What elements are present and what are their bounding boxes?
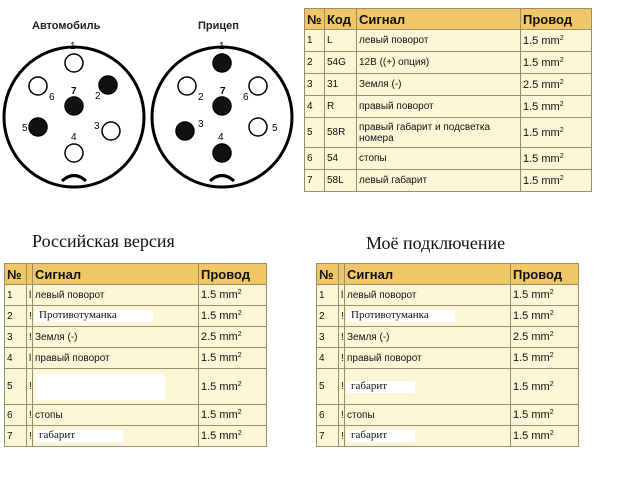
- pin-wire: 1.5 $mm^2$: [521, 30, 592, 52]
- pin-wire: 2.5 $mm^2$: [511, 327, 579, 348]
- pin-wire: 1.5 $mm^2$: [199, 426, 267, 447]
- pin-number: 4: [5, 348, 27, 369]
- pin-wire: 1.5 $mm^2$: [511, 369, 579, 405]
- pin-wire: 2.5 $mm^2$: [521, 74, 592, 96]
- trailer-pin-label-6: 6: [243, 92, 249, 103]
- pin-signal: [345, 306, 511, 327]
- pin-signal: правый поворот: [33, 348, 199, 369]
- col-header-signal: Сигнал: [357, 9, 521, 30]
- pin-number: 2: [5, 306, 27, 327]
- table-row: [5, 426, 267, 447]
- pin-number: 6: [5, 405, 27, 426]
- pin-wire: 1.5 $mm^2$: [511, 348, 579, 369]
- pin-code: 54G: [325, 52, 357, 74]
- pin-signal: Земля (-): [357, 74, 521, 96]
- table-row: [317, 285, 579, 306]
- pin-number: 1: [305, 30, 325, 52]
- car-pin-3: [102, 122, 120, 140]
- pin-wire: 1.5 $mm^2$: [199, 348, 267, 369]
- car-pin-label-5: 5: [22, 123, 28, 134]
- pin-wire: 1.5 $mm^2$: [521, 118, 592, 148]
- pin-signal: стопы: [33, 405, 199, 426]
- pin-code: !: [339, 348, 345, 369]
- pin-number: 2: [305, 52, 325, 74]
- edited-signal-label: габарит: [347, 430, 415, 442]
- table-row: [305, 96, 592, 118]
- table-row: [5, 348, 267, 369]
- table-row: [305, 148, 592, 170]
- pin-code: l: [27, 285, 33, 306]
- table-row: [317, 369, 579, 405]
- pin-number: 2: [317, 306, 339, 327]
- table-row: [5, 285, 267, 306]
- pin-wire: 1.5 $mm^2$: [199, 285, 267, 306]
- car-socket: [4, 41, 144, 187]
- car-pin-label-7: 7: [71, 86, 77, 97]
- pin-code: !: [339, 405, 345, 426]
- car-pin-label-2: 2: [95, 91, 101, 102]
- pin-code: !: [339, 327, 345, 348]
- col-header-signal: Сигнал: [345, 264, 511, 285]
- pin-signal: левый поворот: [345, 285, 511, 306]
- edited-signal-label: габарит: [35, 430, 123, 442]
- trailer-pin-label-3: 3: [198, 119, 204, 130]
- pin-number: 3: [305, 74, 325, 96]
- pin-wire: 1.5 $mm^2$: [511, 426, 579, 447]
- pin-number: 1: [317, 285, 339, 306]
- pin-signal: Земля (-): [345, 327, 511, 348]
- my-connection-table: [316, 263, 579, 447]
- table-row: [317, 327, 579, 348]
- table-row: [5, 405, 267, 426]
- my-connection-title: Моё подключение: [366, 233, 506, 253]
- pin-wire: 1.5 $mm^2$: [511, 405, 579, 426]
- trailer-pin-4: [213, 144, 231, 162]
- trailer-pin-7: [213, 97, 231, 115]
- pin-wire: 1.5 $mm^2$: [511, 306, 579, 327]
- trailer-pin-6: [249, 77, 267, 95]
- pin-code: !: [339, 369, 345, 405]
- pin-signal: стопы: [357, 148, 521, 170]
- connector-diagrams: [0, 30, 300, 200]
- trailer-pin-3: [176, 122, 194, 140]
- car-pin-label-6: 6: [49, 92, 55, 103]
- col-header-number: №: [5, 264, 27, 285]
- pin-wire: 1.5 $mm^2$: [199, 369, 267, 405]
- table-row: [317, 426, 579, 447]
- pin-code: 54: [325, 148, 357, 170]
- col-header-code: Код: [325, 9, 357, 30]
- trailer-pin-2: [178, 77, 196, 95]
- car-pin-label-4: 4: [71, 132, 77, 143]
- pin-signal: левый габарит: [357, 170, 521, 192]
- pin-signal: правый поворот: [345, 348, 511, 369]
- pin-wire: 1.5 $mm^2$: [521, 96, 592, 118]
- table-row: [305, 74, 592, 96]
- table-row: [317, 348, 579, 369]
- col-header-number: №: [317, 264, 339, 285]
- col-header-wire: Провод: [521, 9, 592, 30]
- table-row: [317, 405, 579, 426]
- pin-wire: 1.5 $mm^2$: [199, 405, 267, 426]
- table-row: [305, 118, 592, 148]
- pin-number: 7: [305, 170, 325, 192]
- blank-signal-mask: [35, 374, 165, 400]
- pin-number: 1: [5, 285, 27, 306]
- pin-code: l: [339, 285, 345, 306]
- table-header-row: [317, 264, 579, 285]
- pin-code: !: [27, 426, 33, 447]
- russian-version-title: Российская версия: [32, 231, 175, 251]
- pin-signal: [345, 426, 511, 447]
- trailer-pin-label-1: 1: [219, 41, 225, 52]
- trailer-pin-label-2: 2: [198, 92, 204, 103]
- pin-code: 31: [325, 74, 357, 96]
- pin-wire: 1.5 $mm^2$: [521, 52, 592, 74]
- pin-number: 5: [5, 369, 27, 405]
- pin-number: 3: [317, 327, 339, 348]
- pin-number: 4: [317, 348, 339, 369]
- pin-signal: [33, 306, 199, 327]
- pin-number: 6: [305, 148, 325, 170]
- table-row: [5, 327, 267, 348]
- car-pin-6: [29, 77, 47, 95]
- col-header-signal: Сигнал: [33, 264, 199, 285]
- pin-code: !: [27, 327, 33, 348]
- pin-code: !: [339, 306, 345, 327]
- pin-number: 6: [317, 405, 339, 426]
- pin-code: l: [27, 348, 33, 369]
- pin-number: 7: [317, 426, 339, 447]
- table-row: [317, 306, 579, 327]
- pin-wire: 1.5 $mm^2$: [511, 285, 579, 306]
- car-pin-label-3: 3: [94, 121, 100, 132]
- table-header-row: [305, 9, 592, 30]
- car-pin-4: [65, 144, 83, 162]
- trailer-pin-label-4: 4: [218, 132, 224, 143]
- trailer-connector-label: Прицеп: [198, 20, 239, 32]
- edited-signal-label: Противотуманка: [347, 310, 455, 322]
- trailer-pin-label-7: 7: [220, 86, 226, 97]
- pin-signal: правый поворот: [357, 96, 521, 118]
- pin-number: 7: [5, 426, 27, 447]
- car-pin-5: [29, 118, 47, 136]
- col-header-wire: Провод: [511, 264, 579, 285]
- pin-code: !: [339, 426, 345, 447]
- pin-code: !: [27, 369, 33, 405]
- pin-code: !: [27, 405, 33, 426]
- table-row: [5, 369, 267, 405]
- pin-number: 5: [305, 118, 325, 148]
- pin-signal: [33, 369, 199, 405]
- car-pin-1: [65, 54, 83, 72]
- car-pin-2: [99, 76, 117, 94]
- table-header-row: [5, 264, 267, 285]
- trailer-pin-label-5: 5: [272, 123, 278, 134]
- edited-signal-label: Противотуманка: [35, 310, 153, 322]
- car-pin-label-1: 1: [70, 41, 76, 52]
- pin-signal: стопы: [345, 405, 511, 426]
- table-row: [305, 170, 592, 192]
- pin-signal: 12В ((+) опция): [357, 52, 521, 74]
- pin-code: 58L: [325, 170, 357, 192]
- pin-code: 58R: [325, 118, 357, 148]
- pin-wire: 1.5 $mm^2$: [521, 170, 592, 192]
- pin-signal: левый поворот: [357, 30, 521, 52]
- table-row: [305, 30, 592, 52]
- pin-number: 4: [305, 96, 325, 118]
- table-row: [5, 306, 267, 327]
- pin-code: !: [27, 306, 33, 327]
- edited-signal-label: габарит: [347, 381, 415, 393]
- trailer-plug: [152, 41, 292, 187]
- car-connector-label: Автомобиль: [32, 20, 101, 32]
- col-header-wire: Провод: [199, 264, 267, 285]
- pinout-table: [304, 8, 592, 192]
- pin-signal: [345, 369, 511, 405]
- pin-signal: левый поворот: [33, 285, 199, 306]
- pin-signal: правый габарит и подсветка номера: [357, 118, 521, 148]
- pin-number: 3: [5, 327, 27, 348]
- pin-signal: Земля (-): [33, 327, 199, 348]
- pin-wire: 2.5 $mm^2$: [199, 327, 267, 348]
- pin-code: R: [325, 96, 357, 118]
- table-row: [305, 52, 592, 74]
- pin-wire: 1.5 $mm^2$: [199, 306, 267, 327]
- pin-wire: 1.5 $mm^2$: [521, 148, 592, 170]
- trailer-pin-1: [213, 54, 231, 72]
- pin-code: L: [325, 30, 357, 52]
- col-header-number: №: [305, 9, 325, 30]
- car-pin-7: [65, 97, 83, 115]
- trailer-pin-5: [249, 118, 267, 136]
- russian-version-table: [4, 263, 267, 447]
- pin-signal: [33, 426, 199, 447]
- pin-number: 5: [317, 369, 339, 405]
